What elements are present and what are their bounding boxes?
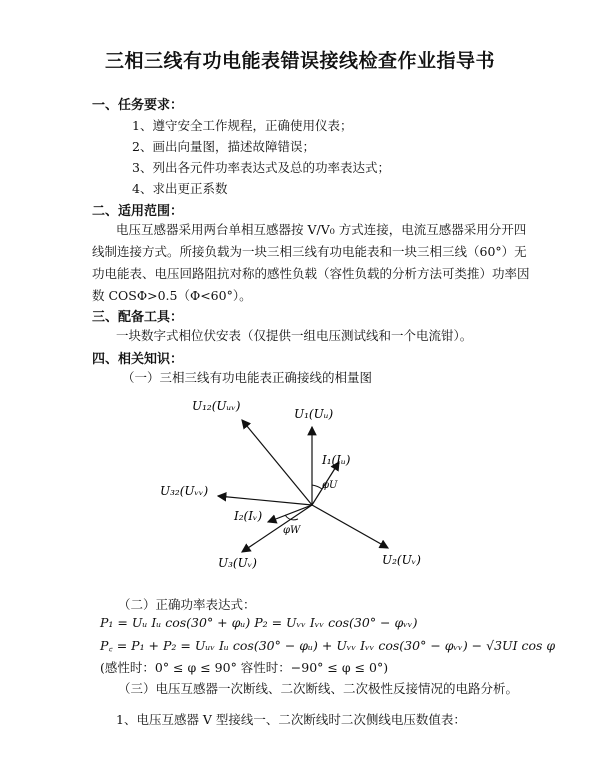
document-title: 三相三线有功电能表错误接线检查作业指导书 (104, 50, 495, 72)
scope-line-1: 电压互感器采用两台单相互感器按 V/V₀ 方式连接，电流互感器采用分开四 (116, 222, 527, 237)
task-item-3: 3、列出各元件功率表达式及总的功率表达式； (132, 160, 390, 175)
label-u2: U₂(Uᵥ) (382, 553, 421, 567)
formula-2: P꜀ = P₁ + P₂ = Uᵤᵥ Iᵤ cos(30° − φᵤ) + Uᵥᵥ Iᵥᵥ cos(30° − φᵥᵥ) − √3UI cos φ (100, 638, 556, 653)
section-scope-heading: 二、适用范围： (92, 204, 184, 219)
label-u32: U₃₂(Uᵥᵥ) (160, 484, 209, 498)
label-i2: I₂(Iᵥ) (234, 509, 263, 523)
task-item-1: 1、遵守安全工作规程，正确使用仪表； (132, 118, 353, 133)
task-item-2: 2、画出向量图，描述故障错误； (132, 139, 315, 154)
scope-line-2: 线制连接方式。所接负载为一块三相三线有功电能表和一块三相三线（60°）无 (92, 244, 527, 259)
u2-vector (312, 505, 388, 548)
knowledge-item1: 1、电压互感器 V 型接线一、二次断线时二次侧线电压数值表： (116, 712, 466, 727)
knowledge-sub1: （一）三相三线有功电能表正确接线的相量图 (122, 370, 373, 385)
u12-vector (242, 420, 312, 505)
label-phi-u: φU (322, 480, 338, 491)
label-u12: U₁₂(Uᵤᵥ) (192, 399, 241, 413)
label-i1: I₁(Iᵤ) (322, 453, 351, 467)
label-phi-w: φW (283, 525, 301, 536)
task-item-4: 4、求出更正系数 (132, 181, 228, 196)
formula-3: (感性时：0° ≤ φ ≤ 90° 容性时：−90° ≤ φ ≤ 0°) (100, 660, 389, 675)
formula-1: P₁ = Uᵤ Iᵤ cos(30° + φᵤ) P₂ = Uᵥᵥ Iᵥᵥ cos(30° − φᵥᵥ) (100, 615, 418, 630)
scope-line-4: 数 COSΦ>0.5（Φ<60°）。 (92, 288, 252, 303)
section-task-heading: 一、任务要求： (92, 98, 184, 113)
scope-line-3: 功电能表、电压回路阻抗对称的感性负载（容性负载的分析方法可类推）功率因 (92, 266, 530, 281)
knowledge-sub2: （二）正确功率表达式： (118, 597, 256, 612)
knowledge-sub3: （三）电压互感器一次断线、二次断线、二次极性反接情况的电路分析。 (118, 681, 519, 696)
u32-vector (218, 496, 312, 505)
label-u3: U₃(Uᵥ) (218, 556, 257, 570)
phasor-diagram (0, 382, 600, 612)
phi-u-arc (312, 485, 322, 489)
tools-text: 一块数字式相位伏安表（仅提供一组电压测试线和一个电流钳）。 (116, 328, 473, 343)
section-knowledge-heading: 四、相关知识： (92, 352, 184, 367)
section-tools-heading: 三、配备工具： (92, 310, 184, 325)
label-u1: U₁(Uᵤ) (294, 407, 334, 421)
